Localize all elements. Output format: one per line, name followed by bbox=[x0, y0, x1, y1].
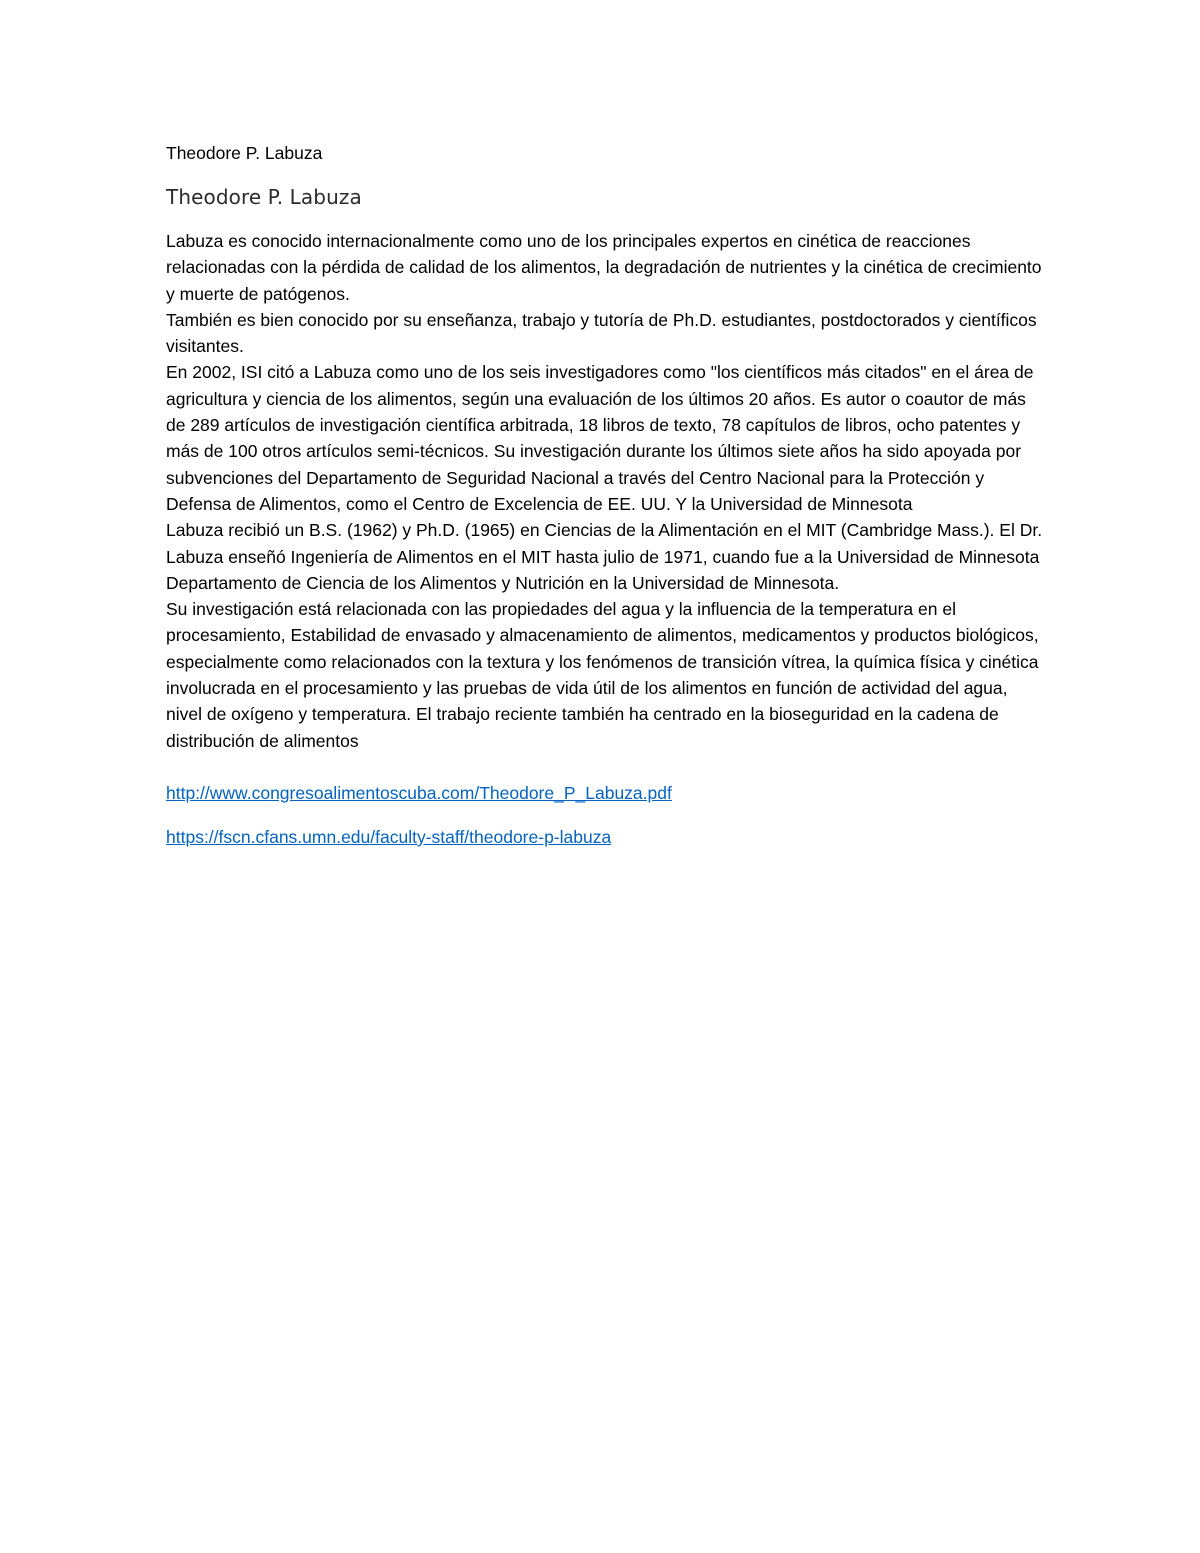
paragraph-citations: En 2002, ISI citó a Labuza como uno de los seis investigadores como "los científicos más citados" en el área de agricultura y ciencia de los alimentos, según una evaluación de los últimos 20 años. Es autor o coautor de más de 289 artículos de investigación científica arbitrada, 18 libros de texto, 78 capítulos de libros, ocho patentes y más de 100 otros artículos semi-técnicos. Su investigación durante los últimos siete años ha sido apoyada por subvenciones del Departamento de Seguridad Nacional a través del Centro Nacional para la Protección y Defensa de Alimentos, como el Centro de Excelencia de EE. UU. Y la Universidad de Minnesota bbox=[166, 362, 1034, 514]
link-umn-faculty[interactable]: https://fscn.cfans.umn.edu/faculty-staff/theodore-p-labuza bbox=[166, 826, 612, 847]
paragraph-research: Su investigación está relacionada con las propiedades del agua y la influencia de la temperatura en el procesamiento, Estabilidad de envasado y almacenamiento de alimentos, medicamentos y productos biológicos, especialmente como relacionados con la textura y los fenómenos de transición vítrea, la química física y cinética involucrada en el procesamiento y las pruebas de vida útil de los alimentos en función de actividad del agua, nivel de oxígeno y temperatura. El trabajo reciente también ha centrado en la bioseguridad en la cadena de distribución de alimentos bbox=[166, 599, 1039, 751]
paragraph-education: Labuza recibió un B.S. (1962) y Ph.D. (1965) en Ciencias de la Alimentación en el MIT (Cambridge Mass.). El Dr. Labuza enseñó Ingeniería de Alimentos en el MIT hasta julio de 1971, cuando fue a la Universidad de Minnesota Departamento de Ciencia de los Alimentos y Nutrición en la Universidad de Minnesota. bbox=[166, 520, 1043, 593]
paragraph-teaching: También es bien conocido por su enseñanza, trabajo y tutoría de Ph.D. estudiantes, postdoctorados y científicos visitantes. bbox=[166, 309, 1037, 357]
document-body bbox=[166, 140, 1046, 868]
document-title: Theodore P. Labuza bbox=[166, 143, 323, 163]
link-congreso-pdf[interactable]: http://www.congresoalimentoscuba.com/Theodore_P_Labuza.pdf bbox=[166, 782, 672, 803]
reference-links bbox=[166, 780, 1046, 850]
paragraph-expertise: Labuza es conocido internacionalmente como uno de los principales expertos en cinética de reacciones relacionadas con la pérdida de calidad de los alimentos, la degradación de nutrientes y la cinética de crecimiento y muerte de patógenos. bbox=[166, 231, 1042, 304]
section-heading: Theodore P. Labuza bbox=[166, 185, 362, 209]
